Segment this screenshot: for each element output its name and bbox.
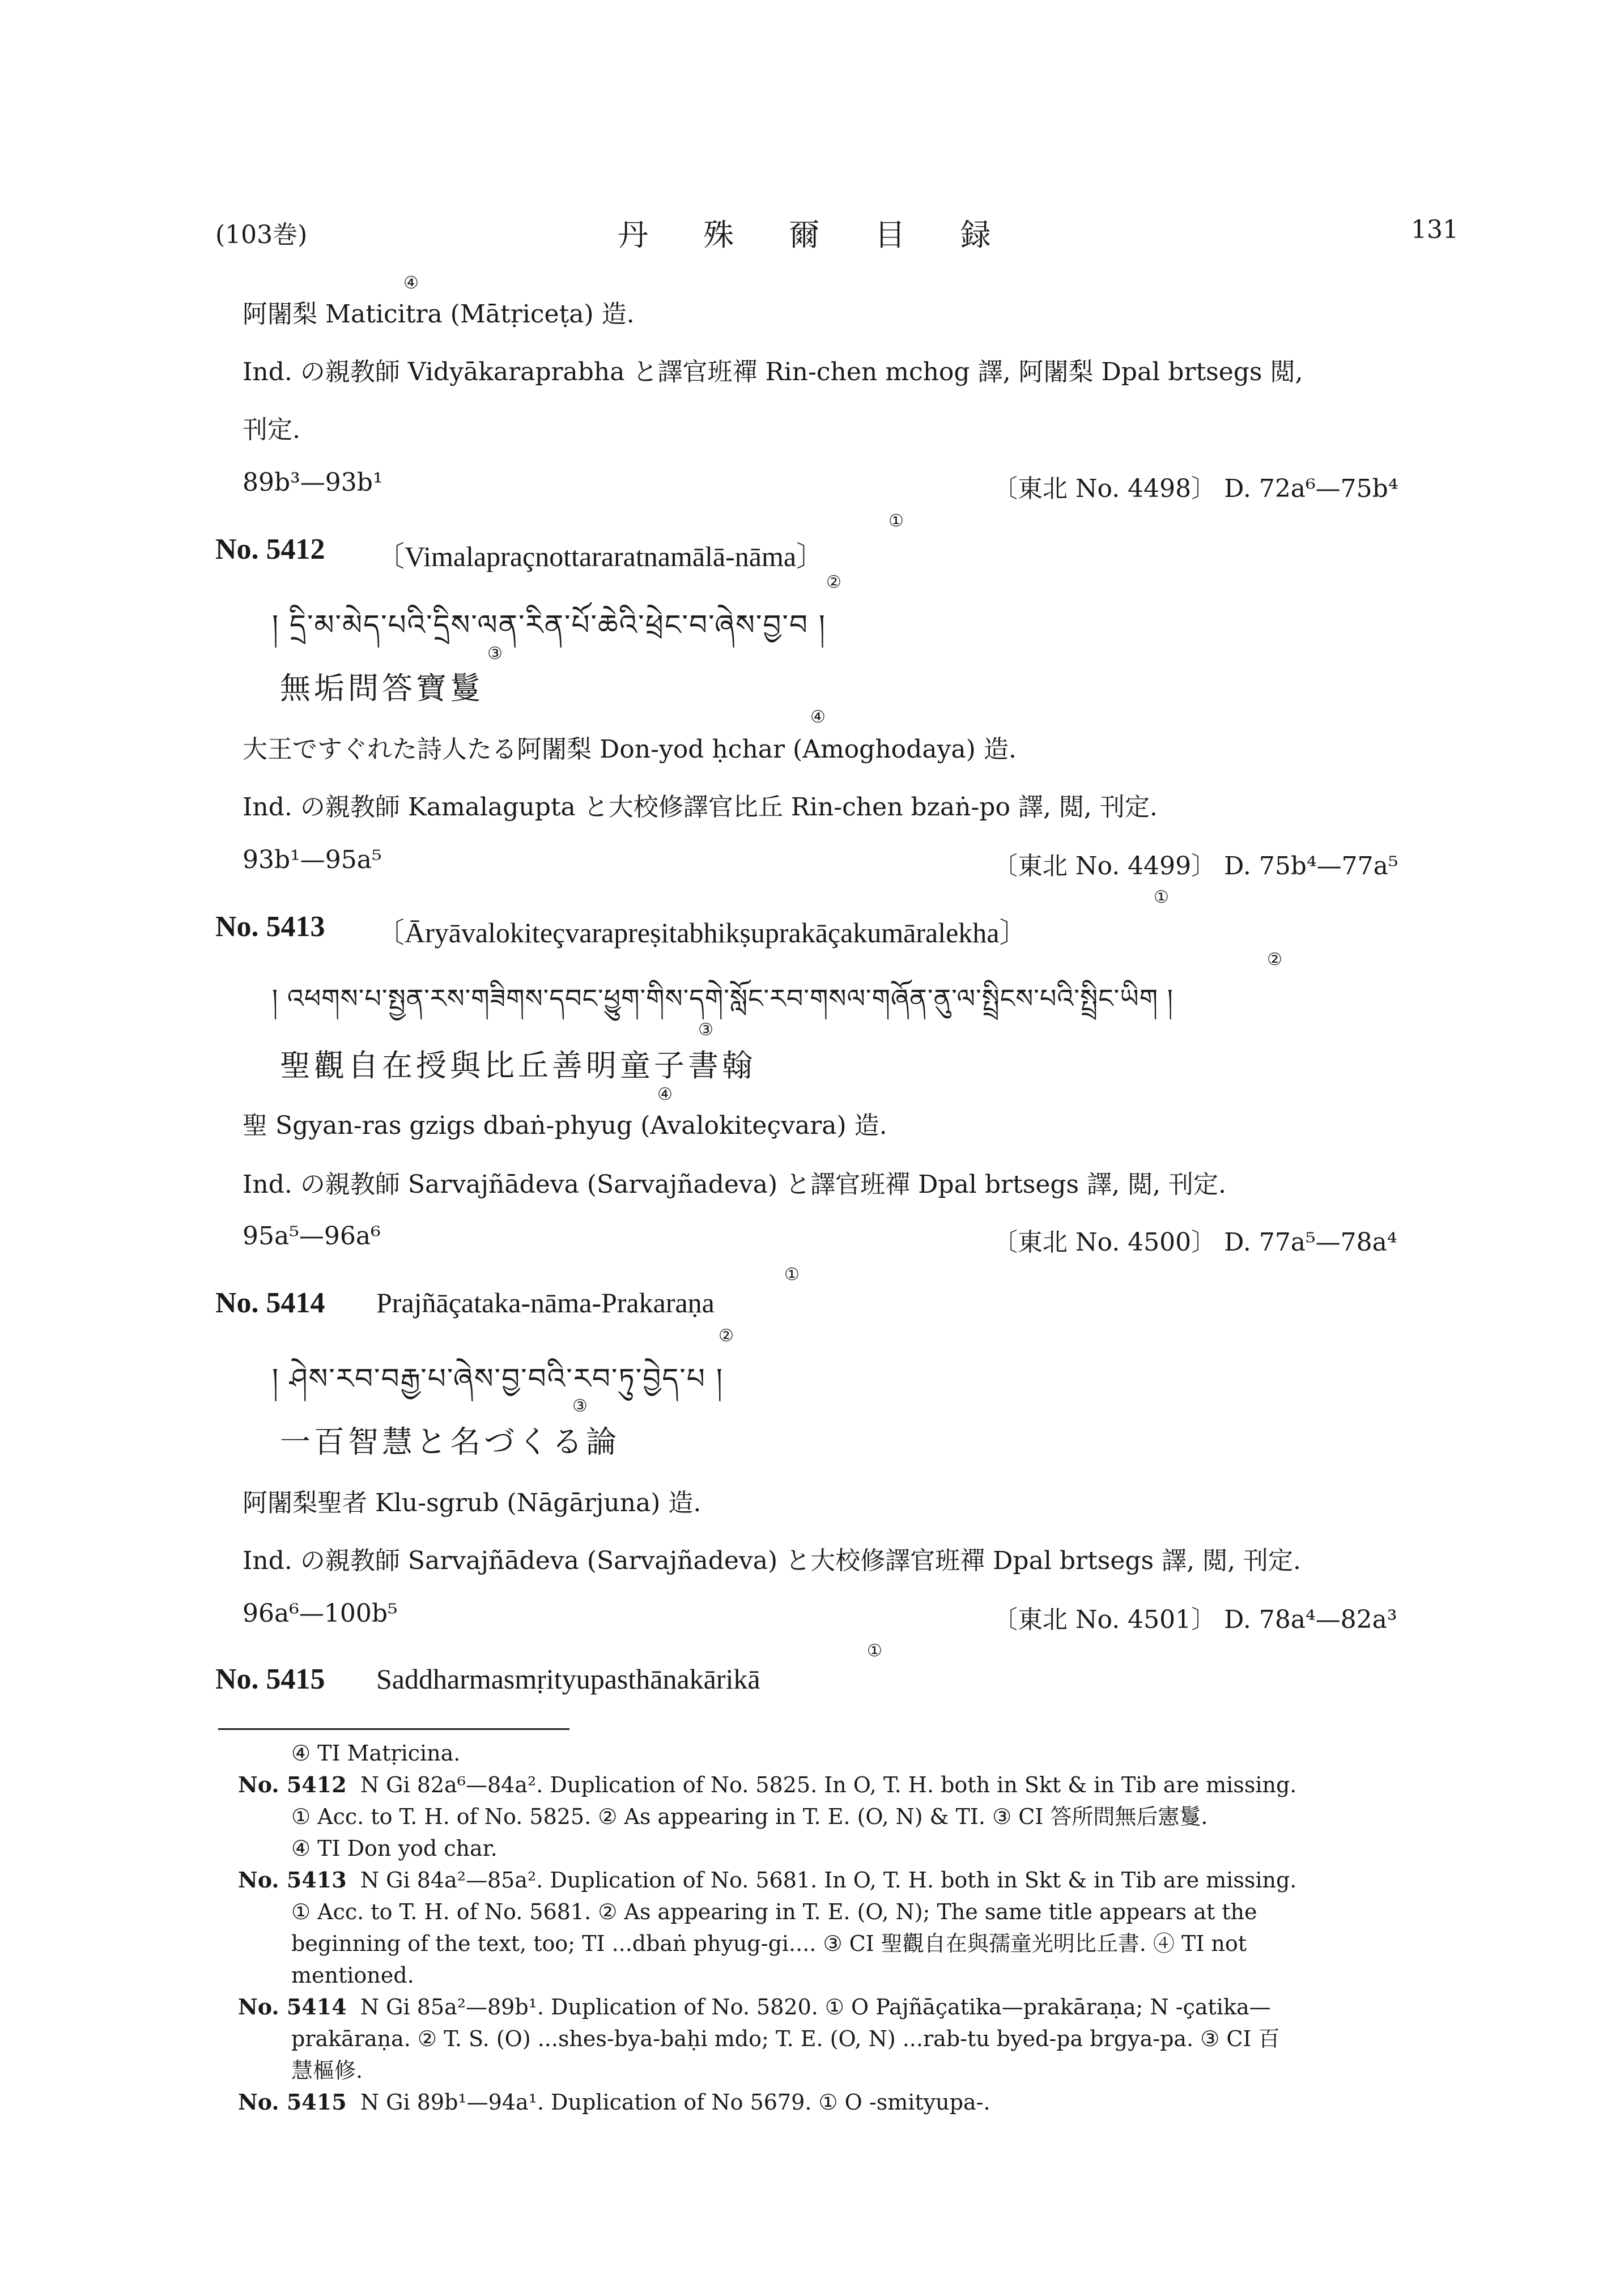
footnote-line: No. 5413 N Gi 84a²—85a². Duplication of No. 5681. In O, T. H. both in Skt & in Tib are missing. [238, 1867, 1297, 1893]
translation-line: Ind. の親教師 Vidyākaraprabha と譯官班禪 Rin-chen mchog 譯, 阿闍梨 Dpal brtsegs 閲, [243, 358, 1303, 386]
translation-line: Ind. の親教師 Kamalagupta と大校修譯官比丘 Rin-chen bzaṅ-po 譯, 閲, 刊定. [243, 793, 1158, 822]
entry-number: No. 5415 [215, 1663, 325, 1695]
author-line: 阿闍梨聖者 Klu-sgrub (Nāgārjuna) 造. [243, 1489, 702, 1517]
translation-line: Ind. の親教師 Sarvajñādeva (Sarvajñadeva) と譯官班禪 Dpal brtsegs 譯, 閲, 刊定. [243, 1170, 1227, 1199]
entry-title: 〔Vimalapraçnottararatnamālā-nāma〕 [376, 541, 825, 572]
tibetan-title: ། དྲི་མ་མེད་པའི་དྲིས་ལན་རིན་པོ་ཆེའི་ཕྲེང་བ་ཞེས་བྱ་བ ། [272, 609, 826, 641]
page-title: 丹 殊 爾 目 録 [618, 217, 1014, 253]
tibetan-title: ། ཤེས་རབ་བརྒྱ་པ་ཞེས་བྱ་བའི་རབ་ཏུ་བྱེད་པ ། [272, 1362, 724, 1395]
chinese-title: 無垢問答寶鬘 [280, 670, 484, 706]
volume-label: (103巻) [215, 220, 308, 249]
note-mark: ④ [657, 1085, 673, 1104]
footnote-line: No. 5412 N Gi 82a⁶—84a². Duplication of No. 5825. In O, T. H. both in Skt & in Tib are missing. [238, 1772, 1297, 1797]
note-mark: ② [826, 572, 841, 592]
footnote-line: 慧樞修. [291, 2058, 363, 2083]
note-mark: ② [1267, 950, 1282, 970]
footnote-line: prakāraṇa. ② T. S. (O) ...shes-bya-baḥi mdo; T. E. (O, N) ...rab-tu byed-pa brgya-pa. ③ CI 百 [291, 2026, 1280, 2051]
folio-range: 93b¹—95a⁵ [243, 845, 382, 874]
note-mark: ① [888, 511, 904, 531]
translation-line-cont: 刊定. [243, 415, 300, 444]
tohoku-ref: 〔東北 No. 4499〕 D. 75b⁴—77a⁵ [993, 852, 1398, 881]
author-line: 阿闍梨 Maticitra (Mātṛiceṭa) 造. [243, 300, 635, 329]
tohoku-ref: 〔東北 No. 4500〕 D. 77a⁵—78a⁴ [993, 1228, 1397, 1257]
footnote-line: beginning of the text, too; TI ...dbaṅ phyug-gi.... ③ CI 聖觀自在與孺童光明比丘書. ④ TI not [291, 1931, 1247, 1956]
note-mark: ③ [487, 644, 503, 664]
page-number: 131 [1411, 215, 1459, 244]
translation-line: Ind. の親教師 Sarvajñādeva (Sarvajñadeva) と大校修譯官班禪 Dpal brtsegs 譯, 閲, 刊定. [243, 1546, 1302, 1575]
note-mark: ④ [810, 707, 826, 727]
note-mark: ③ [572, 1396, 588, 1416]
note-mark: ① [784, 1265, 800, 1285]
footnote-line: ④ TI Matṛicina. [291, 1741, 461, 1766]
note-mark: ③ [698, 1020, 713, 1040]
chinese-title: 聖觀自在授與比丘善明童子書翰 [280, 1048, 756, 1083]
entry-title: 〔Āryāvalokiteçvarapreṣitabhikṣuprakāçakumāralekha〕 [376, 917, 1028, 949]
footnote-line: ④ TI Don yod char. [291, 1836, 498, 1861]
entry-title: Saddharmasmṛityupasthānakārikā [376, 1663, 760, 1695]
note-mark: ④ [403, 273, 419, 293]
folio-range: 96a⁶—100b⁵ [243, 1599, 398, 1628]
tohoku-ref: 〔東北 No. 4501〕 D. 78a⁴—82a³ [993, 1605, 1397, 1634]
author-line: 大王ですぐれた詩人たる阿闍梨 Don-yod ḥchar (Amoghodaya) 造. [243, 735, 1017, 764]
note-mark: ① [1154, 887, 1169, 907]
note-mark: ① [867, 1641, 882, 1661]
footnote-rule [218, 1728, 569, 1730]
footnote-line: No. 5415 N Gi 89b¹—94a¹. Duplication of No 5679. ① O -smityupa-. [238, 2089, 990, 2115]
folio-range: 95a⁵—96a⁶ [243, 1222, 381, 1251]
tibetan-title: ། འཕགས་པ་སྤྱན་རས་གཟིགས་དབང་ཕྱུག་གིས་དགེ་སློང་རབ་གསལ་གཞོན་ནུ་ལ་སྤྲིངས་པའི་སྤྲིང་ཡིག ། [272, 983, 1174, 1014]
chinese-title: 一百智慧と名づくる論 [280, 1424, 620, 1460]
entry-number: No. 5412 [215, 533, 325, 566]
footnote-line: mentioned. [291, 1963, 414, 1988]
footnote-line: ① Acc. to T. H. of No. 5681. ② As appearing in T. E. (O, N); The same title appears at the [291, 1899, 1257, 1924]
author-line: 聖 Sgyan-ras gzigs dbaṅ-phyug (Avalokiteçvara) 造. [243, 1111, 887, 1140]
note-mark: ② [719, 1326, 734, 1346]
tohoku-ref: 〔東北 No. 4498〕 D. 72a⁶—75b⁴ [993, 474, 1398, 503]
entry-number: No. 5413 [215, 911, 325, 943]
entry-title: Prajñāçataka-nāma-Prakaraṇa [376, 1287, 715, 1319]
footnote-line: No. 5414 N Gi 85a²—89b¹. Duplication of No. 5820. ① O Pajñāçatika—prakāraṇa; N -çatika— [238, 1994, 1271, 2019]
folio-range: 89b³—93b¹ [243, 468, 383, 497]
entry-number: No. 5414 [215, 1287, 325, 1319]
footnote-line: ① Acc. to T. H. of No. 5825. ② As appearing in T. E. (O, N) & TI. ③ CI 答所問無后憲鬘. [291, 1804, 1208, 1829]
